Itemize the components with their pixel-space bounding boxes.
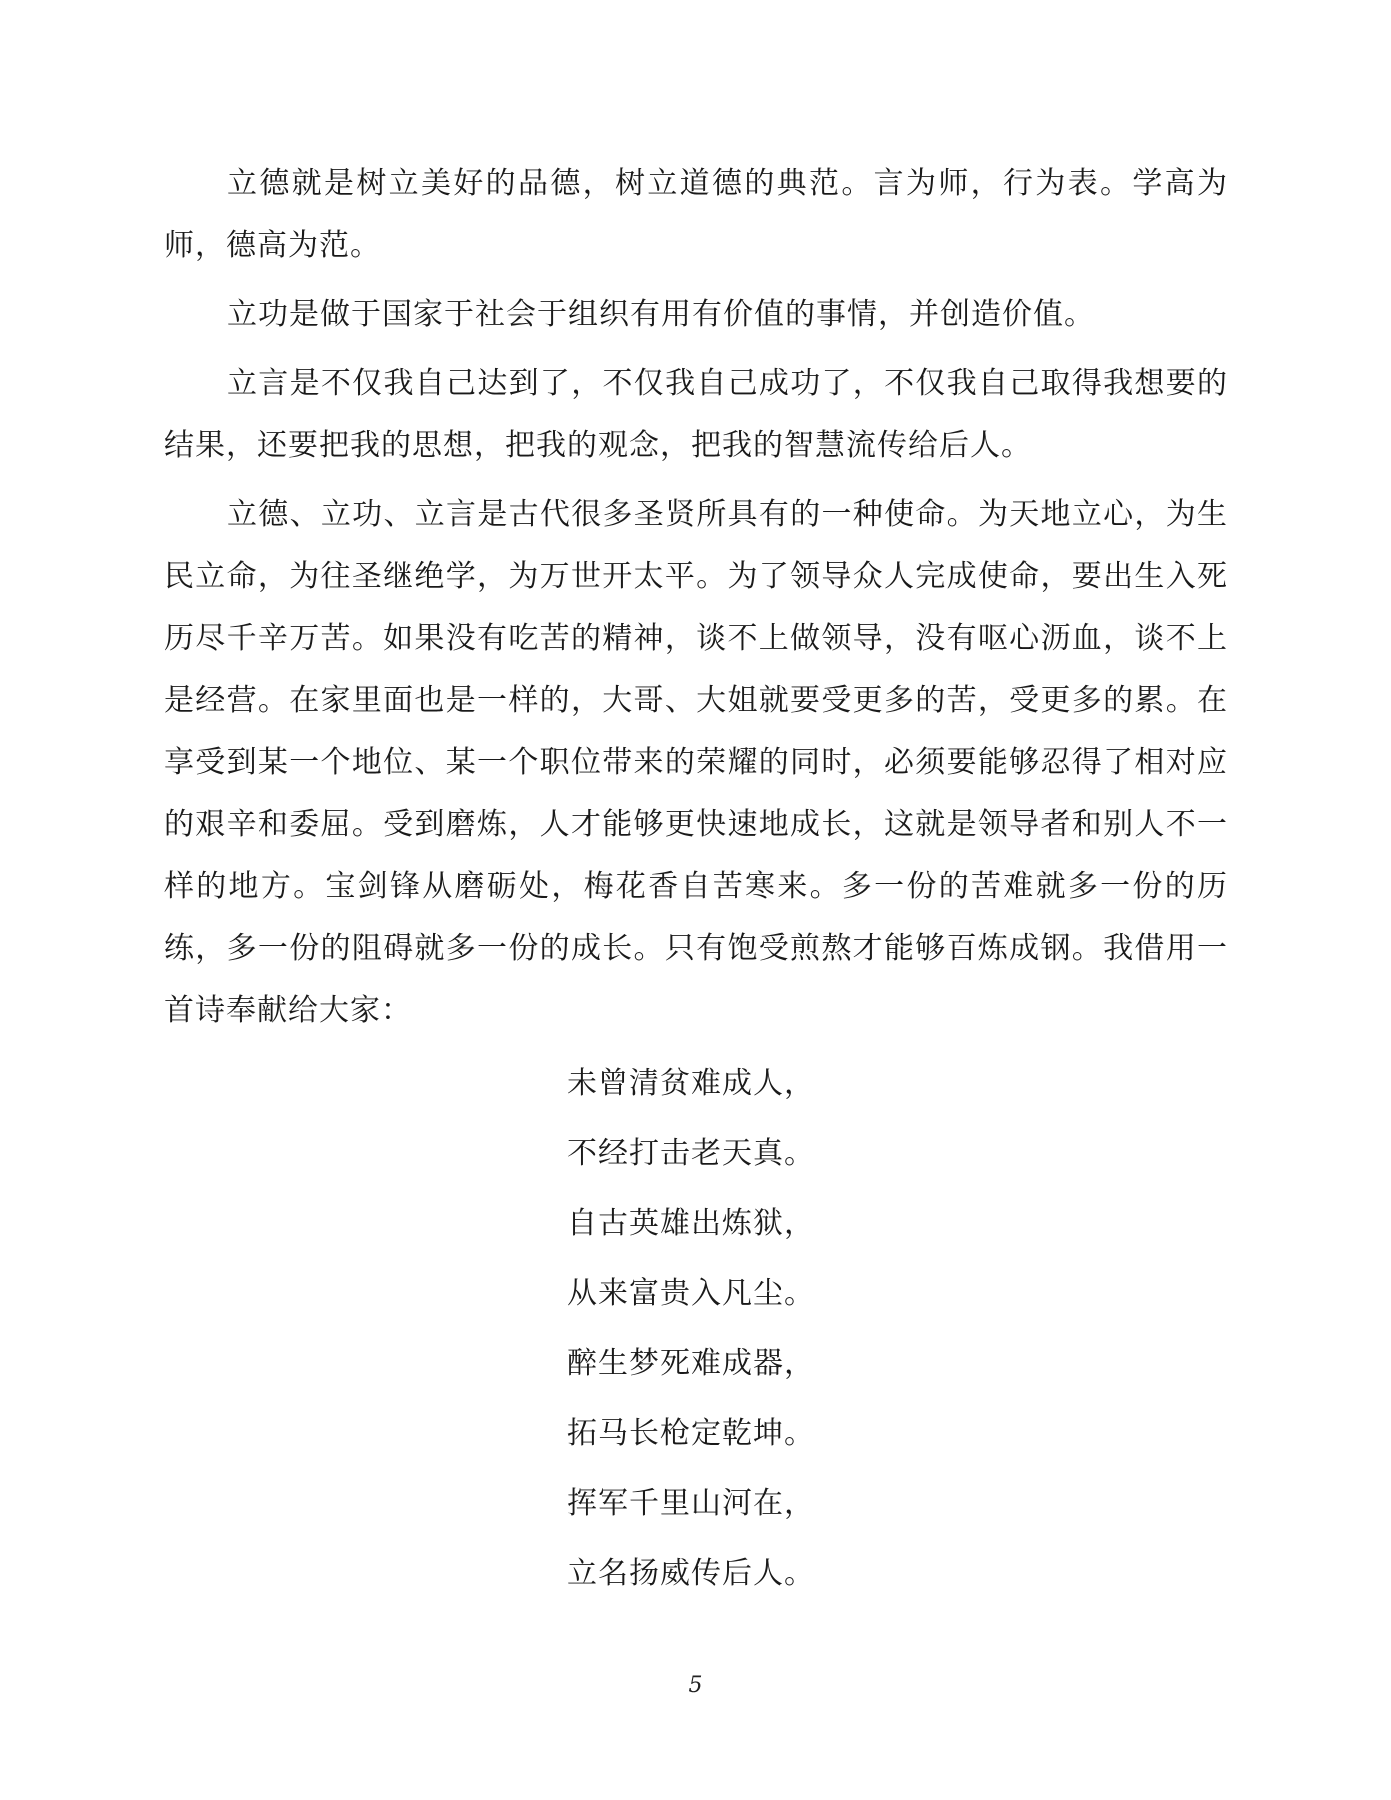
paragraph-liyan: 立言是不仅我自己达到了，不仅我自己成功了，不仅我自己取得我想要的结果，还要把我的思想，把我的观念，把我的智慧流传给后人。: [164, 366, 1228, 463]
paragraph-mission: 立德、立功、立言是古代很多圣贤所具有的一种使命。为天地立心，为生民立命，为往圣继绝学，为万世开太平。为了领导众人完成使命，要出生入死历尽千辛万苦。如果没有吃苦的精神，谈不上做领导，没有呕心沥血，谈不上是经营。在家里面也是一样的，大哥、大姐就要受更多的苦，受更多的累。在享受到某一个地位、某一个职位带来的荣耀的同时，必须要能够忍得了相对应的艰辛和委屈。受到磨炼，人才能够更快速地成长，这就是领导者和别人不一样的地方。宝剑锋从磨砺处，梅花香自苦寒来。多一份的苦难就多一份的历练，多一份的阻碍就多一份的成长。只有饱受煎熬才能够百炼成钢。我借用一首诗奉献给大家：: [164, 497, 1228, 1028]
poem-line: 未曾清贫难成人，: [567, 1066, 815, 1101]
poem-line: 自古英雄出炼狱，: [567, 1206, 815, 1241]
poem-line: 挥军千里山河在，: [567, 1486, 815, 1521]
poem: [567, 1049, 987, 1609]
poem-line: 醉生梦死难成器，: [567, 1346, 815, 1381]
poem-line: 从来富贵入凡尘。: [567, 1276, 815, 1311]
paragraph-ligong: 立功是做于国家于社会于组织有用有价值的事情，并创造价值。: [227, 297, 1095, 332]
poem-line: 不经打击老天真。: [567, 1136, 815, 1171]
paragraph-lide: 立德就是树立美好的品德，树立道德的典范。言为师，行为表。学高为师，德高为范。: [164, 166, 1228, 263]
poem-line: 拓马长枪定乾坤。: [567, 1416, 815, 1451]
body-text: [164, 153, 1228, 1049]
page-number: 5: [688, 1673, 703, 1698]
poem-line: 立名扬威传后人。: [567, 1556, 815, 1591]
